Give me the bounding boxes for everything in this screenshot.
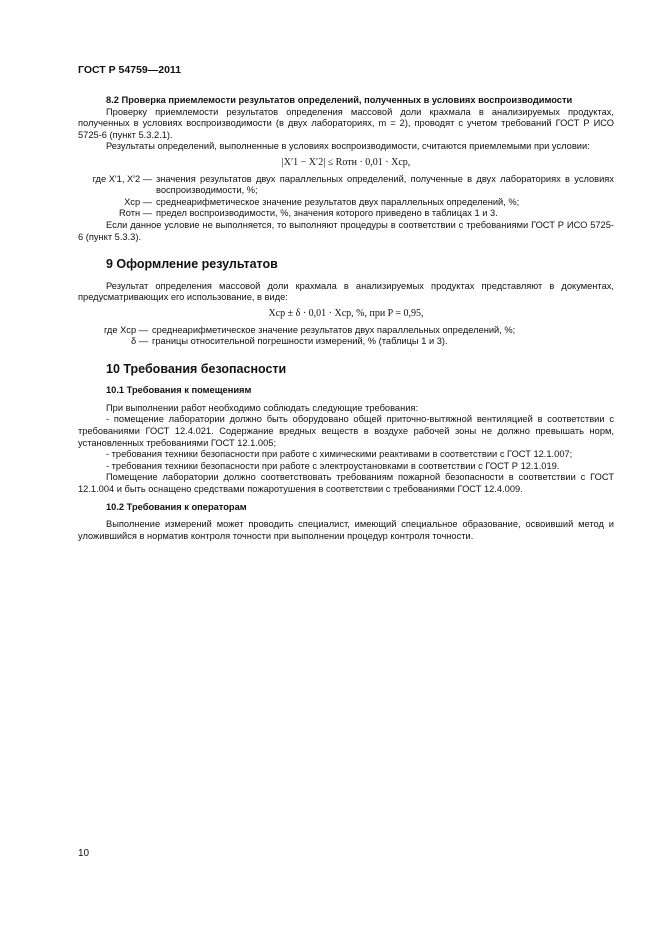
formula-result: Xср ± δ · 0,01 · Xср, %, при P = 0,95, <box>268 307 424 319</box>
definition-row <box>78 197 614 209</box>
definition-term: где Xср — <box>103 324 148 335</box>
paragraph: - требования техники безопасности при работе с химическими реактивами в соответствии с ГОСТ 12.1.007; <box>106 449 573 460</box>
paragraph: - требования техники безопасности при работе с электроустановками в соответствии с ГОСТ Р 12.1.019. <box>106 460 560 471</box>
definition-row <box>78 325 614 337</box>
section-9-heading: 9 Оформление результатов <box>106 257 278 272</box>
paragraph: Результаты определений, выполненные в условиях воспроизводимости, считаются приемлемыми при условии: <box>106 141 590 152</box>
definition-term: Xср — <box>124 196 152 207</box>
formula-acceptability: |X′1 − X′2| ≤ Rотн · 0,01 · Xср, <box>281 156 411 168</box>
definition-row <box>78 174 614 197</box>
paragraph: Выполнение измерений может проводить специалист, имеющий специальное образование, освоивший метод и уложившийся в норматив контроля точности при выполнении процедур контроля точности. <box>78 519 614 541</box>
definition-text: предел воспроизводимости, %, значения которого приведено в таблицах 1 и 3. <box>156 208 498 219</box>
section-10-1-heading: 10.1 Требования к помещениям <box>106 385 252 396</box>
paragraph: Результат определения массовой доли крахмала в анализируемых продуктах представляют в документах, предусматривающих его использование, в виде: <box>78 280 614 303</box>
definition-text: среднеарифметическое значение результатов двух параллельных определений, %; <box>152 324 516 335</box>
section-8-2-heading: 8.2 Проверка приемлемости результатов определений, полученных в условиях воспроизводимости <box>106 95 573 105</box>
definition-term: где X′1, X′2 — <box>92 173 152 184</box>
section-10-2-heading: 10.2 Требования к операторам <box>106 501 247 512</box>
definitions-list <box>78 174 614 220</box>
section-10-heading: 10 Требования безопасности <box>106 361 287 376</box>
definition-term: δ — <box>130 336 148 347</box>
document-header: ГОСТ Р 54759—2011 <box>78 64 182 76</box>
definition-text: среднеарифметическое значение результатов двух параллельных определений, %; <box>156 196 520 207</box>
definition-term: Rотн — <box>119 208 152 219</box>
paragraph: Проверку приемлемости результатов определения массовой доли крахмала в анализируемых продуктах, полученных в условиях воспроизводимости (в двух лабораториях, m = 2), проводят с учетом требований ГОСТ Р ИСО 5725-6 (пункт 5.3.2.1). <box>78 106 614 140</box>
definition-text: границы относительной погрешности измерений, % (таблицы 1 и 3). <box>152 336 448 347</box>
paragraph: Помещение лаборатории должно соответствовать требованиям пожарной безопасности в соответствии с ГОСТ 12.1.004 и быть оснащено средствами пожаротушения в соответствии с требованиями ГОСТ 12.4.009. <box>78 472 614 495</box>
definition-row <box>78 336 614 348</box>
document-body <box>78 95 614 542</box>
paragraph: При выполнении работ необходимо соблюдать следующие требования: <box>106 402 419 413</box>
paragraph: - помещение лаборатории должно быть оборудовано общей приточно-вытяжной вентиляцией в соответствии с требованиями ГОСТ 12.4.021. Содержание вредных веществ в воздухе рабочей зоны не должно превышать норм, установленных требованиями ГОСТ 12.1.005; <box>78 414 614 448</box>
definition-text: значения результатов двух параллельных определений, полученные в двух лабораториях в условиях воспроизводимости, %; <box>156 173 614 196</box>
definition-row <box>78 208 614 220</box>
paragraph: Если данное условие не выполняется, то выполняют процедуры в соответствии с требованиями ГОСТ Р ИСО 5725-6 (пункт 5.3.3). <box>78 219 614 242</box>
definitions-list <box>78 325 614 348</box>
page-number: 10 <box>78 848 90 859</box>
